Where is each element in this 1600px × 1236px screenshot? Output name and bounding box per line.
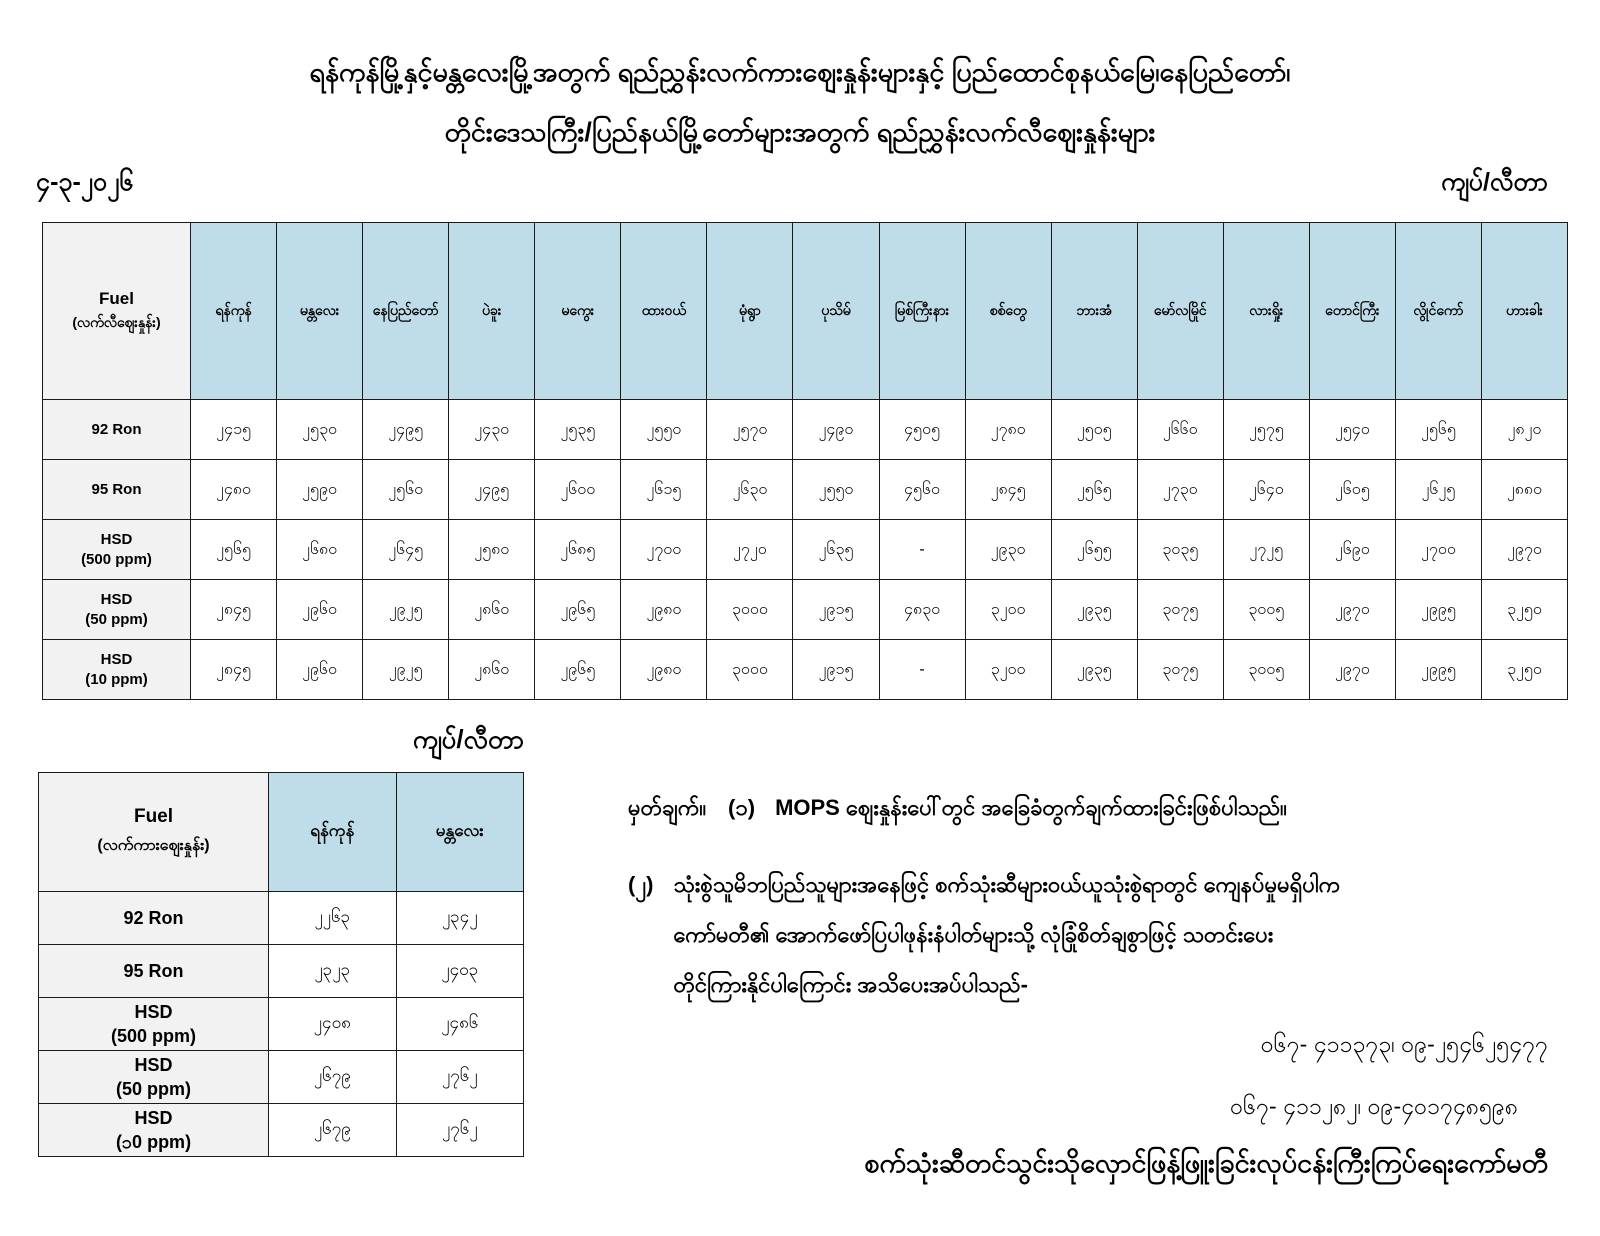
- price-cell: ၂၆၄၀: [1223, 460, 1309, 520]
- price-cell: ၂၉၂၅: [363, 580, 449, 640]
- price-cell: ၂၅၉၀: [277, 460, 363, 520]
- price-row: [43, 460, 1568, 520]
- fuel-row-label-line: 92 Ron: [123, 908, 184, 928]
- price-cell: ၃၀၀၅: [1223, 640, 1309, 700]
- city-column-header: နေပြည်တော်: [363, 223, 449, 400]
- price-cell: ၂၉၈၀: [621, 580, 707, 640]
- price-cell: ၂၅၃၀: [277, 400, 363, 460]
- fuel-row-label: [39, 1104, 269, 1157]
- note-item-2: [628, 860, 1550, 1010]
- city-column-header: တောင်ကြီး: [1309, 223, 1395, 400]
- price-cell: ၂၉၉၅: [1395, 580, 1481, 640]
- contact-phone-line-2: ၀၆၇- ၄၁၁၂၈၂၊ ၀၉-၄၀၁၇၄၈၅၉၈: [1230, 1093, 1518, 1119]
- price-cell: ၂၅၀၅: [1051, 400, 1137, 460]
- city-column-header: မုံရွာ: [707, 223, 793, 400]
- city-column-header: ဘားအံ: [1051, 223, 1137, 400]
- city-column-header: ပဲခူး: [449, 223, 535, 400]
- fuel-row-label-line: (500 ppm): [81, 550, 152, 568]
- fuel-row-label-line: HSD: [134, 1108, 173, 1128]
- price-cell: ၂၆၁၅: [621, 460, 707, 520]
- note-2-line2: ကော်မတီ၏ အောက်ဖော်ပြပါဖုန်းနံပါတ်များသို့ လုံခြုံစိတ်ချစွာဖြင့် သတင်းပေး: [673, 922, 1274, 947]
- price-cell: ၂၅၅၀: [793, 460, 879, 520]
- price-cell: ၂၉၆၀: [277, 640, 363, 700]
- page-title-line2: တိုင်းဒေသကြီး/ပြည်နယ်မြို့တော်များအတွက် ရည်ညွှန်းလက်လီဈေးနှုန်းများ: [444, 117, 1156, 147]
- price-cell: ၂၄၃၀: [449, 400, 535, 460]
- price-cell: ၂၆၅၅: [1051, 520, 1137, 580]
- note-2-text: [673, 860, 1340, 1010]
- price-cell: ၂၈၂၀: [1481, 400, 1567, 460]
- price-cell: ၂၅၆၅: [1395, 400, 1481, 460]
- fuel-row-label-line: HSD: [100, 650, 133, 668]
- fuel-row-label-line: (500 ppm): [110, 1026, 197, 1046]
- fuel-row-label: [39, 892, 269, 945]
- city-column-header: မော်လမြိုင်: [1137, 223, 1223, 400]
- price-cell: ၄၅၆၀: [879, 460, 965, 520]
- price-cell: ၂၉၃၀: [965, 520, 1051, 580]
- fuel-row-label: [39, 945, 269, 998]
- price-cell: ၂၂၆၃: [269, 892, 397, 945]
- note-item-1: [628, 793, 1550, 826]
- price-cell: ၂၅၇၅: [1223, 400, 1309, 460]
- note-2-line1: သုံးစွဲသူမိဘပြည်သူများအနေဖြင့် စက်သုံးဆီများဝယ်ယူသုံးစွဲရာတွင် ကျေနပ်မှုမရှိပါက: [673, 872, 1341, 897]
- price-cell: ၂၃၂၃: [269, 945, 397, 998]
- note-2-number: (၂): [628, 872, 654, 897]
- price-cell: ၂၉၃၅: [1051, 640, 1137, 700]
- notes-section: [628, 793, 1550, 1010]
- price-cell: ၂၆၇၉: [269, 1104, 397, 1157]
- price-cell: ၂၆၇၉: [269, 1051, 397, 1104]
- price-cell: ၂၄၉၅: [449, 460, 535, 520]
- price-cell: ၃၂၀၀: [965, 580, 1051, 640]
- price-cell: ၂၈၆၀: [449, 580, 535, 640]
- fuel-row-label-line: 95 Ron: [123, 961, 184, 981]
- price-cell: ၂၇၆၂: [396, 1104, 524, 1157]
- price-cell: ၂၆၉၀: [1309, 520, 1395, 580]
- price-cell: ၄၈၃၀: [879, 580, 965, 640]
- city-column-header: မန္တလေး: [396, 773, 524, 892]
- price-cell: ၂၉၁၅: [793, 580, 879, 640]
- price-cell: ၂၅၆၅: [191, 520, 277, 580]
- price-row: [43, 580, 1568, 640]
- price-cell: ၂၆၈၀: [277, 520, 363, 580]
- fuel-row-label: [43, 460, 191, 520]
- price-row: [39, 945, 524, 998]
- price-cell: ၂၅၆၅: [1051, 460, 1137, 520]
- fuel-row-label-line: 95 Ron: [91, 480, 142, 498]
- price-cell: -: [879, 640, 965, 700]
- price-cell: ၃၂၅၀: [1481, 640, 1567, 700]
- price-cell: ၂၆၀၀: [535, 460, 621, 520]
- price-cell: ၂၅၃၅: [535, 400, 621, 460]
- city-column-header: ဟားခါး: [1481, 223, 1567, 400]
- price-cell: ၂၉၇၀: [1309, 640, 1395, 700]
- price-cell: ၂၄၈၆: [396, 998, 524, 1051]
- price-cell: ၂၅၅၀: [621, 400, 707, 460]
- fuel-column-header: [39, 773, 269, 892]
- fuel-header-en: Fuel: [99, 288, 134, 308]
- price-cell: ၂၇၂၅: [1223, 520, 1309, 580]
- price-row: [39, 998, 524, 1051]
- wholesale-price-table-container: [38, 772, 524, 1157]
- fuel-row-label: [43, 640, 191, 700]
- price-cell: ၂၄၉၀: [793, 400, 879, 460]
- city-column-header: လားရှိုး: [1223, 223, 1309, 400]
- price-cell: ၂၈၆၀: [449, 640, 535, 700]
- price-cell: -: [879, 520, 965, 580]
- price-cell: ၂၈၈၀: [1481, 460, 1567, 520]
- fuel-row-label-line: (10 ppm): [85, 670, 148, 688]
- note-1-number: (၁): [728, 795, 756, 820]
- price-row: [39, 892, 524, 945]
- price-row: [39, 1051, 524, 1104]
- fuel-row-label: [39, 1051, 269, 1104]
- date-label: ၄-၃-၂၀၂၆: [36, 168, 134, 196]
- price-cell: ၂၉၂၅: [363, 640, 449, 700]
- fuel-row-label-line: (၁0 ppm): [115, 1132, 192, 1152]
- price-cell: ၃၀၀၀: [707, 640, 793, 700]
- price-cell: ၂၄၈၀: [191, 460, 277, 520]
- price-cell: ၃၂၀၀: [965, 640, 1051, 700]
- price-cell: ၂၅၈၀: [449, 520, 535, 580]
- price-cell: ၂၆၂၅: [1395, 460, 1481, 520]
- price-cell: ၂၄၀၃: [396, 945, 524, 998]
- notes-heading: မှတ်ချက်။: [628, 795, 707, 820]
- price-cell: ၂၄၀၈: [269, 998, 397, 1051]
- price-cell: ၂၇၆၂: [396, 1051, 524, 1104]
- fuel-row-label-line: (50 ppm): [115, 1079, 191, 1099]
- price-cell: ၂၉၇၀: [1481, 520, 1567, 580]
- city-column-header: ထားဝယ်: [621, 223, 707, 400]
- price-cell: ၃၀၇၅: [1137, 580, 1223, 640]
- price-cell: ၂၄၁၅: [191, 400, 277, 460]
- price-row: [43, 520, 1568, 580]
- price-row: [43, 400, 1568, 460]
- fuel-row-label: [39, 998, 269, 1051]
- fuel-row-label-line: HSD: [100, 590, 133, 608]
- page-title-line1: ရန်ကုန်မြို့နှင့်မန္တလေးမြို့အတွက် ရည်ညွှန်းလက်ကားဈေးနှုန်းများနှင့် ပြည်ထောင်စုနယ်မြေ၊နေပြည်တော်၊: [309, 57, 1291, 87]
- price-cell: ၂၈၄၅: [965, 460, 1051, 520]
- price-cell: ၂၇၀၀: [621, 520, 707, 580]
- wholesale-unit-label-kyat-per-liter: ကျပ်/လီတာ: [412, 724, 524, 754]
- city-column-header: ပုသိမ်: [793, 223, 879, 400]
- price-cell: ၂၃၄၂: [396, 892, 524, 945]
- price-cell: ၂၅၇၀: [707, 400, 793, 460]
- fuel-row-label-line: HSD: [134, 1002, 173, 1022]
- price-cell: ၂၆၀၅: [1309, 460, 1395, 520]
- table-header-row: [39, 773, 524, 892]
- note-1-text: MOPS ဈေးနှုန်းပေါ်တွင် အခြေခံတွက်ချက်ထားခြင်းဖြစ်ပါသည်။: [775, 795, 1287, 820]
- price-cell: ၂၉၃၅: [1051, 580, 1137, 640]
- price-cell: ၂၉၇၀: [1309, 580, 1395, 640]
- price-cell: ၂၇၂၀: [707, 520, 793, 580]
- price-cell: ၃၀၀၀: [707, 580, 793, 640]
- price-cell: ၂၇၃၀: [1137, 460, 1223, 520]
- city-column-header: မန္တလေး: [277, 223, 363, 400]
- price-cell: ၂၅၄၀: [1309, 400, 1395, 460]
- fuel-row-label-line: HSD: [100, 530, 133, 548]
- unit-label-kyat-per-liter: ကျပ်/လီတာ: [1441, 168, 1548, 196]
- page-title: [0, 42, 1600, 162]
- fuel-row-label: [43, 580, 191, 640]
- price-cell: ၄၅၀၅: [879, 400, 965, 460]
- city-column-header: မကွေး: [535, 223, 621, 400]
- fuel-header-my: (လက်ကားဈေးနှုန်း): [97, 837, 210, 854]
- price-cell: ၂၉၉၅: [1395, 640, 1481, 700]
- price-row: [43, 640, 1568, 700]
- fuel-row-label: [43, 520, 191, 580]
- retail-price-table: [42, 222, 1568, 700]
- city-column-header: ရန်ကုန်: [269, 773, 397, 892]
- price-cell: ၃၀၇၅: [1137, 640, 1223, 700]
- fuel-header-my: (လက်လီဈေးနှုန်း): [72, 313, 161, 330]
- price-cell: ၂၆၃၅: [793, 520, 879, 580]
- city-column-header: ရန်ကုန်: [191, 223, 277, 400]
- fuel-header-en: Fuel: [133, 806, 174, 827]
- price-cell: ၃၂၅၀: [1481, 580, 1567, 640]
- fuel-row-label-line: (50 ppm): [85, 610, 148, 628]
- price-cell: ၂၄၉၅: [363, 400, 449, 460]
- price-cell: ၂၉၈၀: [621, 640, 707, 700]
- fuel-row-label-line: 92 Ron: [91, 420, 142, 438]
- retail-price-table-container: [42, 222, 1568, 700]
- city-column-header: မြစ်ကြီးနား: [879, 223, 965, 400]
- price-cell: ၂၉၆၀: [277, 580, 363, 640]
- price-cell: ၂၅၆၀: [363, 460, 449, 520]
- wholesale-price-table: [38, 772, 524, 1157]
- city-column-header: စစ်တွေ: [965, 223, 1051, 400]
- committee-signature: စက်သုံးဆီတင်သွင်းသိုလှောင်ဖြန့်ဖြူးခြင်းလုပ်ငန်းကြီးကြပ်ရေးကော်မတီ: [864, 1148, 1548, 1178]
- price-cell: ၃၀၀၅: [1223, 580, 1309, 640]
- price-cell: ၃၀၃၅: [1137, 520, 1223, 580]
- fuel-row-label: [43, 400, 191, 460]
- note-2-line3: တိုင်ကြားနိုင်ပါကြောင်း အသိပေးအပ်ပါသည်-: [673, 972, 1028, 997]
- fuel-column-header: [43, 223, 191, 400]
- fuel-row-label-line: HSD: [134, 1055, 173, 1075]
- price-cell: ၂၉၆၅: [535, 640, 621, 700]
- price-cell: ၂၇၈၀: [965, 400, 1051, 460]
- price-row: [39, 1104, 524, 1157]
- table-header-row: [43, 223, 1568, 400]
- price-cell: ၂၉၆၅: [535, 580, 621, 640]
- price-cell: ၂၇၀၀: [1395, 520, 1481, 580]
- price-cell: ၂၆၃၀: [707, 460, 793, 520]
- price-cell: ၂၆၈၅: [535, 520, 621, 580]
- price-cell: ၂၆၆၀: [1137, 400, 1223, 460]
- price-cell: ၂၆၄၅: [363, 520, 449, 580]
- contact-phone-line-1: ၀၆၇- ၄၁၁၃၇၃၊ ၀၉-၂၅၄၆၂၅၄၇၇: [1260, 1031, 1548, 1057]
- city-column-header: လွိုင်ကော်: [1395, 223, 1481, 400]
- price-cell: ၂၉၁၅: [793, 640, 879, 700]
- price-cell: ၂၈၄၅: [191, 580, 277, 640]
- price-cell: ၂၈၄၅: [191, 640, 277, 700]
